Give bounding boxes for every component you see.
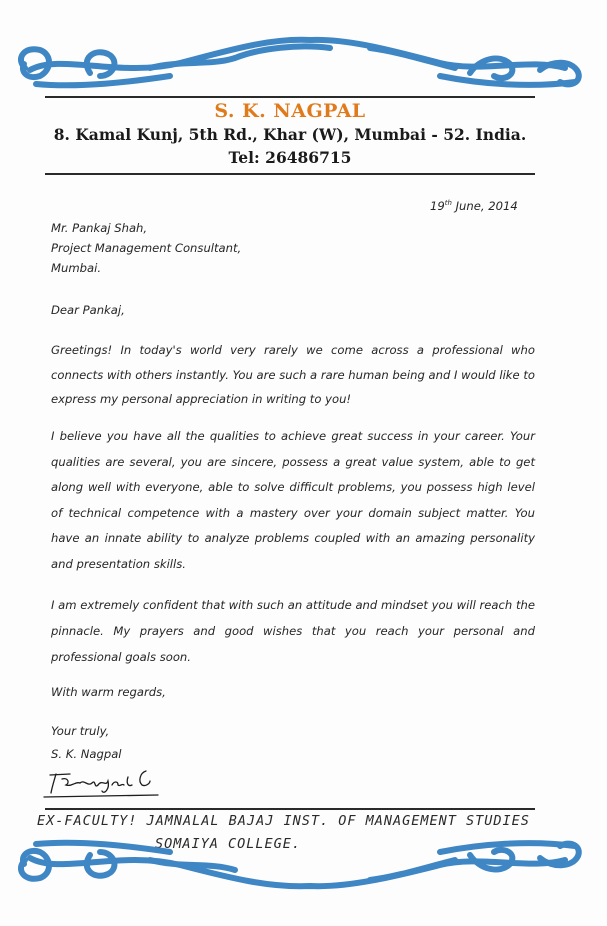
signer-name: S. K. Nagpal <box>51 747 122 761</box>
letterhead-address: 8. Kamal Kunj, 5th Rd., Khar (W), Mumbai - 52. India. <box>53 125 527 144</box>
handwritten-signature <box>42 765 162 801</box>
paragraph-1: Greetings! In today's world very rarely we come across a professional who connects with others instantly. You are such a rare human being and I would like to express my personal appreciation in writing to you! <box>51 343 535 406</box>
footer-faculty-line: EX-FACULTY! JAMNALAL BAJAJ INST. OF MANAGEMENT STUDIES <box>37 813 530 829</box>
signoff: Your truly, <box>51 724 110 738</box>
header-rule-bottom <box>45 173 535 175</box>
paragraph-2: I believe you have all the qualities to achieve great success in your career. Your qualities are several, you are sincere, possess a great value system, able to get along well with everyone, able to solve difficult problems, you possess high level of technical competence with a mastery over your domain subject matter. You have an innate ability to analyze problems coupled with an amazing personality and presentation skills. <box>51 429 535 571</box>
letterhead-tel: Tel: 26486715 <box>228 148 352 167</box>
bottom-ornament <box>0 830 607 910</box>
header-rule-top <box>45 96 535 98</box>
footer-rule <box>45 808 535 810</box>
recipient-line: Mumbai. <box>51 261 102 275</box>
recipient-line: Mr. Pankaj Shah, <box>51 221 148 235</box>
recipient-block <box>51 218 241 278</box>
letter-date: 19th June, 2014 <box>430 199 518 213</box>
recipient-line: Project Management Consultant, <box>51 241 242 255</box>
salutation: Dear Pankaj, <box>51 303 125 317</box>
closing: With warm regards, <box>51 685 166 699</box>
letterhead-name: S. K. NAGPAL <box>214 100 366 122</box>
top-ornament <box>0 18 607 98</box>
paragraph-3: I am extremely confident that with such an attitude and mindset you will reach the pinnacle. My prayers and good wishes that you reach your personal and professional goals soon. <box>51 598 535 664</box>
footer-college-line: SOMAIYA COLLEGE. <box>155 836 302 852</box>
